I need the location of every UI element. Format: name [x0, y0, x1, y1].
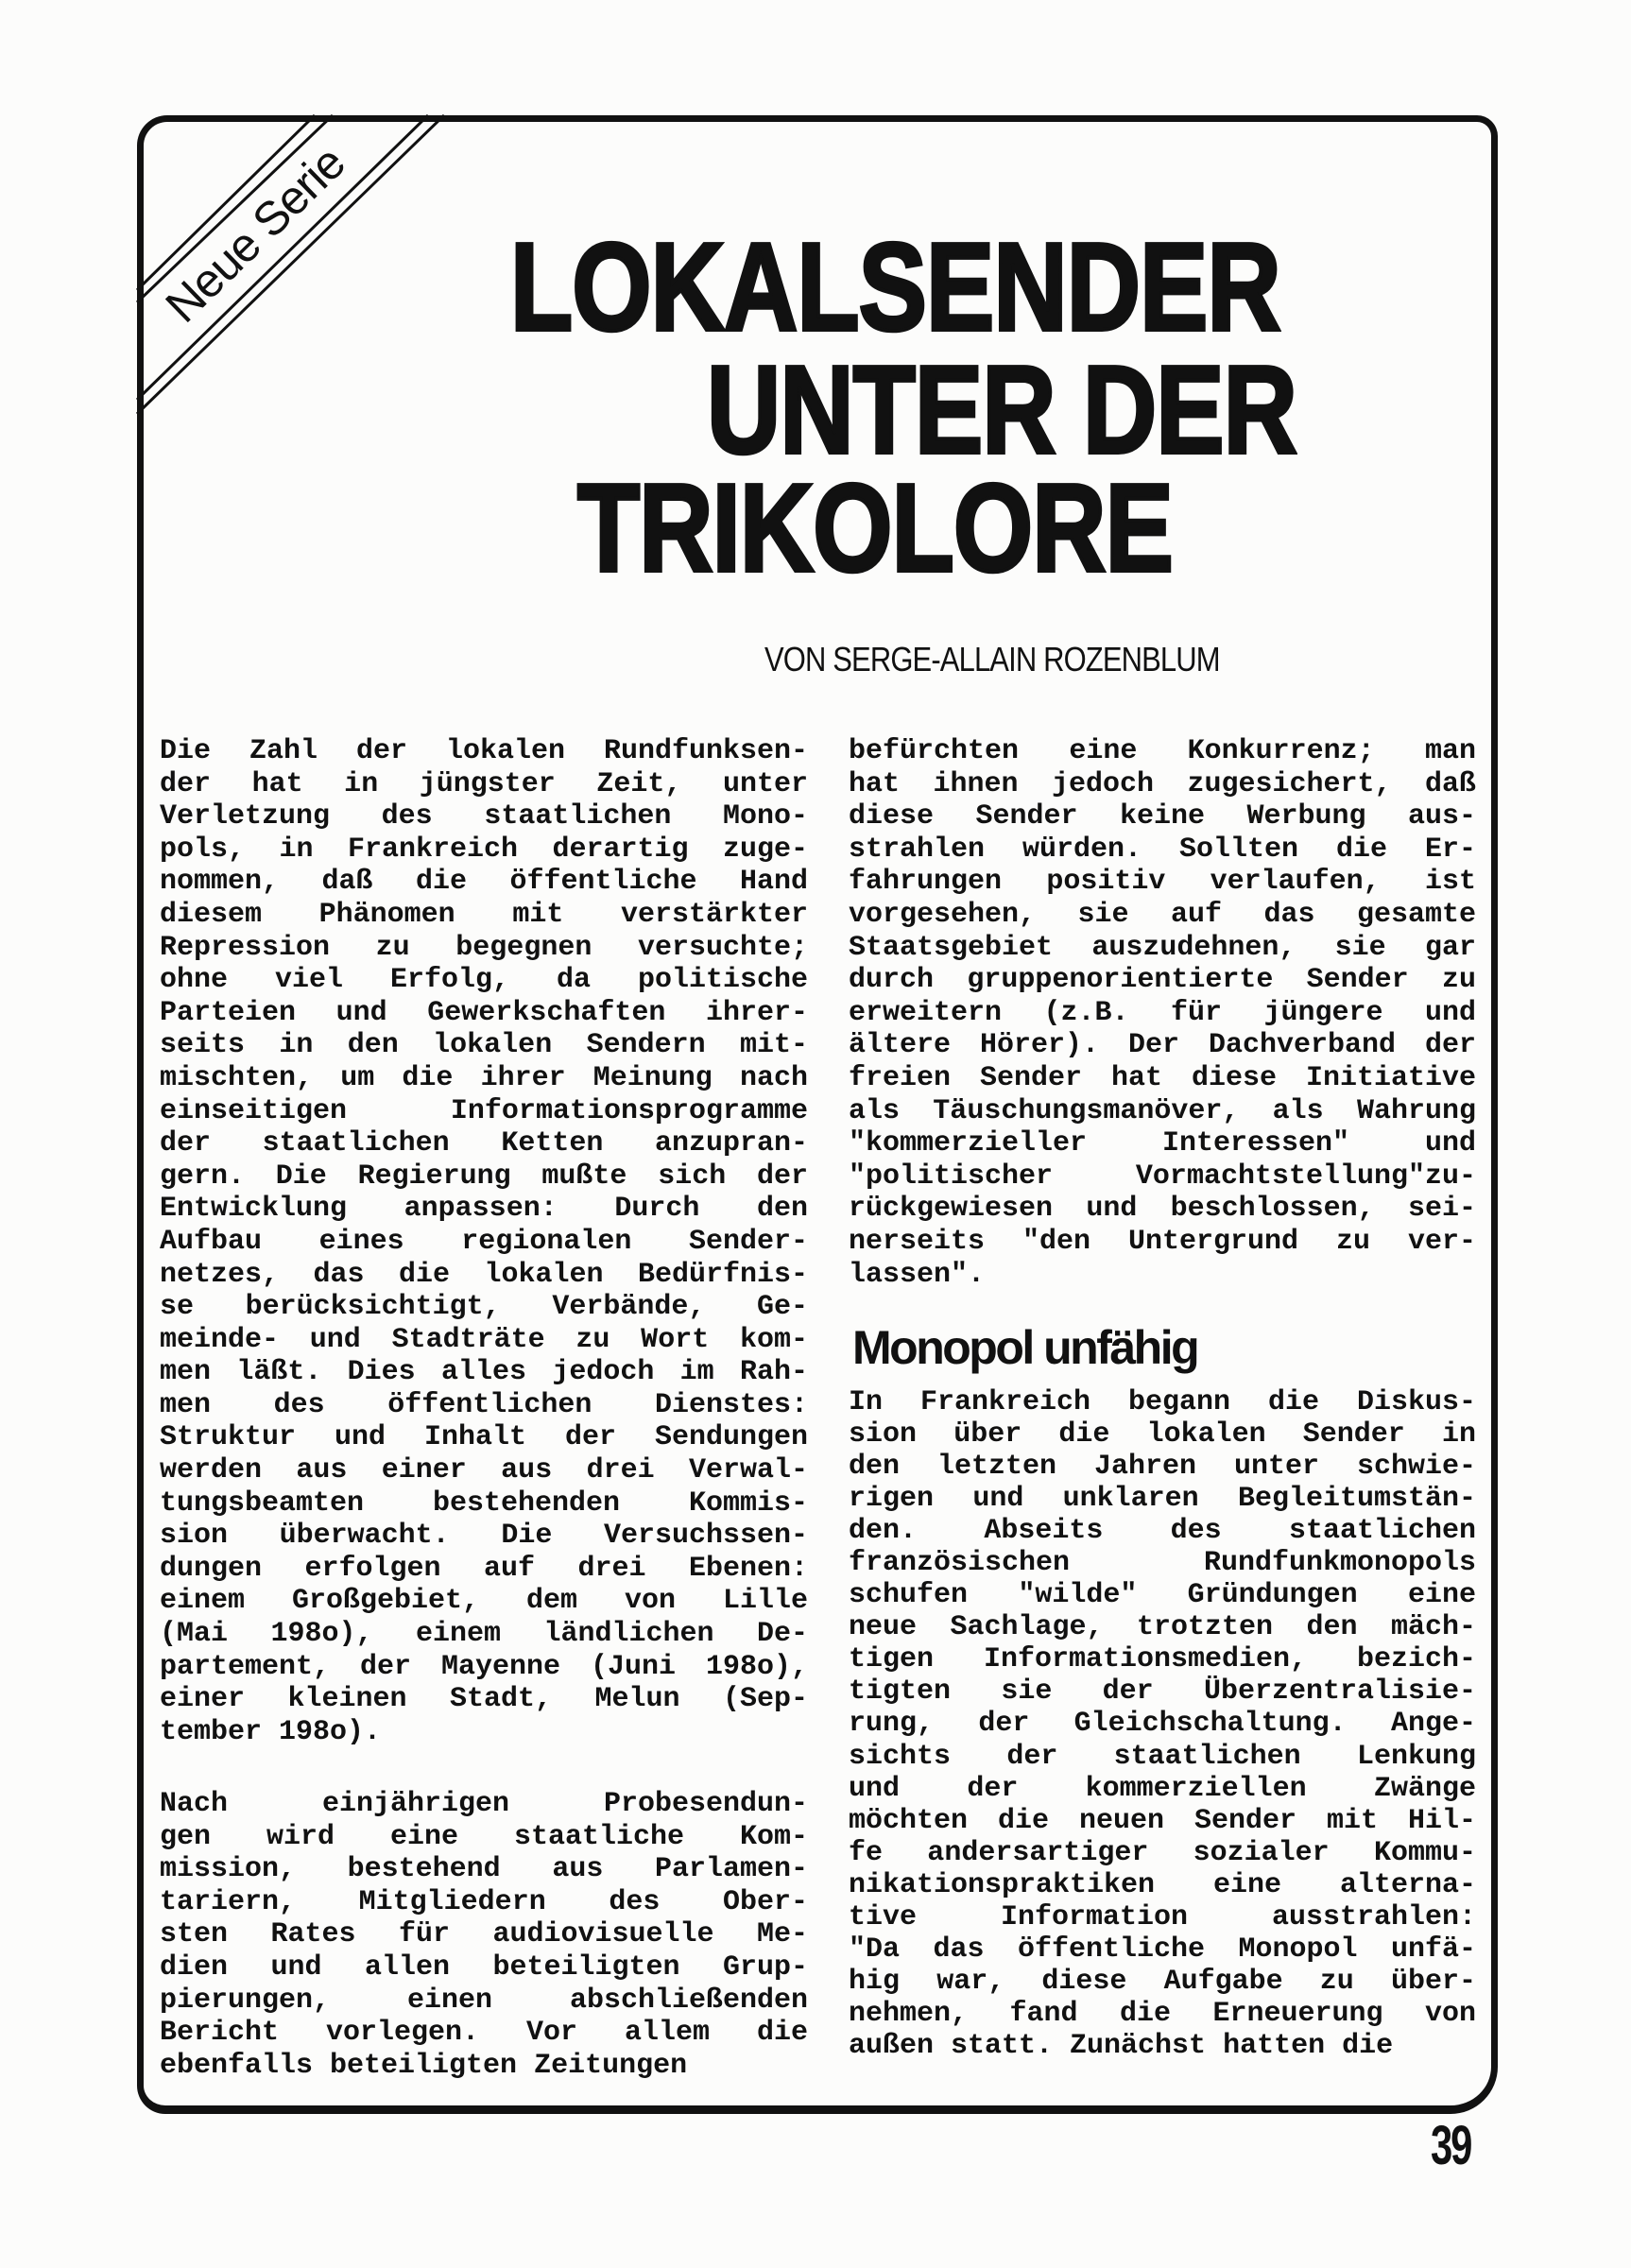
text-line: sten Rates für audiovisuelle Me- [160, 1918, 808, 1951]
author-byline: VON SERGE-ALLAIN ROZENBLUM [764, 640, 1220, 679]
text-line: vorgesehen, sie auf das gesamte [849, 898, 1476, 931]
text-line: Repression zu begegnen versuchte; [160, 931, 808, 964]
text-line: den. Abseits des staatlichen [849, 1515, 1476, 1548]
text-line: Staatsgebiet auszudehnen, sie gar [849, 931, 1476, 964]
text-line: der hat in jüngster Zeit, unter [160, 767, 808, 800]
text-line: freien Sender hat diese Initiative [849, 1061, 1476, 1094]
right-column-paragraph-1 [849, 735, 1476, 1291]
text-line: sion über die lokalen Sender in [849, 1418, 1476, 1452]
text-line: diese Sender keine Werbung aus- [849, 800, 1476, 833]
text-line: erweitern (z.B. für jüngere und [849, 996, 1476, 1029]
text-line: mischten, um die ihrer Meinung nach [160, 1061, 808, 1094]
text-line: men läßt. Dies alles jedoch im Rah- [160, 1356, 808, 1389]
text-line: tember 198o). [160, 1715, 382, 1748]
text-line: Nach einjährigen Probesendun- [160, 1788, 808, 1820]
left-column-paragraph-2 [160, 1788, 808, 2082]
text-line: möchten die neuen Sender mit Hil- [849, 1804, 1476, 1837]
text-line: pierungen, einen abschließenden [160, 1984, 808, 2017]
text-line: fe andersartiger sozialer Kommu- [849, 1836, 1476, 1869]
text-line: durch gruppenorientierte Sender zu [849, 964, 1476, 997]
text-line: hat ihnen jedoch zugesichert, daß [849, 767, 1476, 800]
text-line: neue Sachlage, trotzten den mäch- [849, 1611, 1476, 1644]
text-line: (Mai 198o), einem ländlichen De- [160, 1618, 808, 1651]
text-line: "kommerzieller Interessen" und [849, 1127, 1476, 1160]
text-line: gen wird eine staatliche Kom- [160, 1820, 808, 1853]
text-line: strahlen würden. Sollten die Er- [849, 833, 1476, 866]
text-line: rung, der Gleichschaltung. Ange- [849, 1708, 1476, 1741]
text-line: ebenfalls beteiligten Zeitungen [160, 2049, 688, 2082]
text-line: diesem Phänomen mit verstärkter [160, 898, 808, 931]
text-line: tigten sie der Überzentralisie- [849, 1675, 1476, 1709]
text-line: sion überwacht. Die Versuchssen- [160, 1520, 808, 1553]
article-title-line-1: LOKALSENDER [510, 217, 1280, 356]
text-line: lassen". [849, 1258, 986, 1291]
text-line: gern. Die Regierung mußte sich der [160, 1160, 808, 1193]
text-line: tigen Informationsmedien, bezich- [849, 1643, 1476, 1676]
text-line: werden aus einer aus drei Verwal- [160, 1454, 808, 1487]
text-line: Bericht vorlegen. Vor allem die [160, 2017, 808, 2050]
text-line: Die Zahl der lokalen Rundfunksen- [160, 735, 808, 767]
text-line: se berücksichtigt, Verbände, Ge- [160, 1291, 808, 1324]
text-line: nommen, daß die öffentliche Hand [160, 866, 808, 899]
text-line: nerseits "den Untergrund zu ver- [849, 1225, 1476, 1258]
text-line: den letzten Jahren unter schwie- [849, 1451, 1476, 1484]
text-line: tungsbeamten bestehenden Kommis- [160, 1486, 808, 1520]
text-line: einseitigen Informationsprogramme [160, 1094, 808, 1127]
text-line: meinde- und Stadträte zu Wort kom- [160, 1323, 808, 1356]
text-line: mission, bestehend aus Parlamen- [160, 1853, 808, 1886]
text-line: fahrungen positiv verlaufen, ist [849, 866, 1476, 899]
text-line: hig war, diese Aufgabe zu über- [849, 1965, 1476, 1998]
text-line: Entwicklung anpassen: Durch den [160, 1193, 808, 1226]
text-line: ohne viel Erfolg, da politische [160, 964, 808, 997]
text-line: "politischer Vormachtstellung"zu- [849, 1160, 1476, 1193]
text-line: einem Großgebiet, dem von Lille [160, 1585, 808, 1618]
text-line: Verletzung des staatlichen Mono- [160, 800, 808, 833]
page-number: 39 [1431, 2115, 1471, 2176]
article-title-line-2: UNTER DER [707, 340, 1297, 479]
text-line: rigen und unklaren Begleitumstän- [849, 1483, 1476, 1516]
text-line: In Frankreich begann die Diskus- [849, 1386, 1476, 1418]
left-column-paragraph-1 [160, 735, 808, 1748]
text-line: sichts der staatlichen Lenkung [849, 1740, 1476, 1773]
text-line: nehmen, fand die Erneuerung von [849, 1997, 1476, 2030]
text-line: als Täuschungsmanöver, als Wahrung [849, 1094, 1476, 1127]
right-column-paragraph-2 [849, 1386, 1476, 2062]
text-line: und der kommerziellen Zwänge [849, 1772, 1476, 1805]
text-line: "Da das öffentliche Monopol unfä- [849, 1933, 1476, 1966]
text-line: ältere Hörer). Der Dachverband der [849, 1029, 1476, 1062]
text-line: seits in den lokalen Sendern mit- [160, 1029, 808, 1062]
text-line: schufen "wilde" Gründungen eine [849, 1579, 1476, 1612]
article-title-line-3: TRIKOLORE [577, 458, 1174, 597]
text-line: Parteien und Gewerkschaften ihrer- [160, 996, 808, 1029]
text-line: Struktur und Inhalt der Sendungen [160, 1421, 808, 1454]
text-line: Aufbau eines regionalen Sender- [160, 1225, 808, 1258]
text-line: einer kleinen Stadt, Melun (Sep- [160, 1683, 808, 1716]
text-line: dien und allen beteiligten Grup- [160, 1950, 808, 1984]
text-line: netzes, das die lokalen Bedürfnis- [160, 1258, 808, 1291]
section-subheading: Monopol unfähig [852, 1321, 1198, 1374]
text-line: befürchten eine Konkurrenz; man [849, 735, 1476, 767]
text-line: französischen Rundfunkmonopols [849, 1547, 1476, 1580]
text-line: außen statt. Zunächst hatten die [849, 2029, 1394, 2062]
text-line: dungen erfolgen auf drei Ebenen: [160, 1552, 808, 1585]
text-line: men des öffentlichen Dienstes: [160, 1388, 808, 1421]
text-line: pols, in Frankreich derartig zuge- [160, 833, 808, 866]
text-line: partement, der Mayenne (Juni 198o), [160, 1650, 808, 1683]
text-line: rückgewiesen und beschlossen, sei- [849, 1193, 1476, 1226]
text-line: tariern, Mitgliedern des Ober- [160, 1885, 808, 1918]
text-line: nikationspraktiken eine alterna- [849, 1868, 1476, 1901]
text-line: tive Information ausstrahlen: [849, 1900, 1476, 1933]
series-banner-label: Neue Serie [155, 136, 355, 333]
text-line: der staatlichen Ketten anzupran- [160, 1127, 808, 1160]
